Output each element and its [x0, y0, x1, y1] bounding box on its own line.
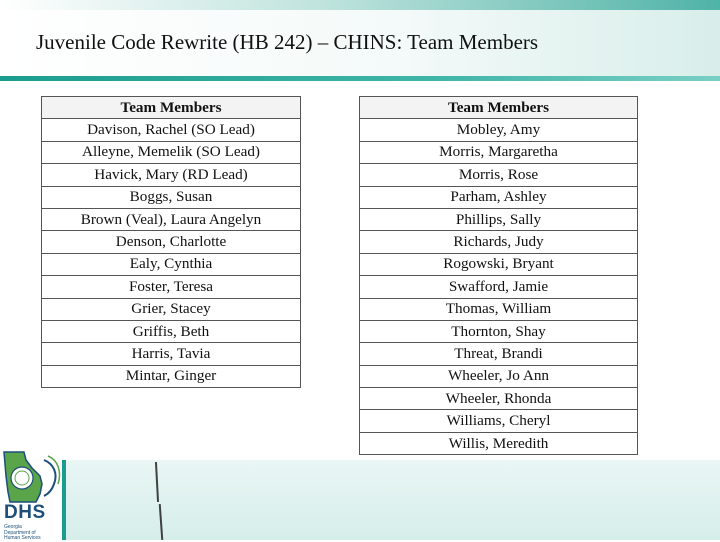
team-members-table-right [359, 96, 638, 455]
table-row [42, 253, 301, 275]
team-member-name: Brown (Veal), Laura Angelyn [42, 208, 301, 230]
team-member-name: Richards, Judy [360, 231, 638, 253]
team-member-name: Alleyne, Memelik (SO Lead) [42, 141, 301, 163]
table-row [42, 276, 301, 298]
team-member-name: Thomas, William [360, 298, 638, 320]
table-row [360, 320, 638, 342]
team-member-name: Wheeler, Rhonda [360, 388, 638, 410]
team-member-name: Thornton, Shay [360, 320, 638, 342]
team-member-name: Harris, Tavia [42, 343, 301, 365]
table-header: Team Members [360, 97, 638, 119]
team-member-name: Foster, Teresa [42, 276, 301, 298]
table-row [360, 231, 638, 253]
table-row [42, 298, 301, 320]
team-member-name: Grier, Stacey [42, 298, 301, 320]
table-row [360, 388, 638, 410]
table-row [42, 231, 301, 253]
team-member-name: Threat, Brandi [360, 343, 638, 365]
table-row [360, 164, 638, 186]
table-row [360, 119, 638, 141]
team-member-name: Morris, Rose [360, 164, 638, 186]
team-member-name: Morris, Margaretha [360, 141, 638, 163]
table-row [360, 343, 638, 365]
table-row [360, 432, 638, 454]
team-member-name: Ealy, Cynthia [42, 253, 301, 275]
table-row [42, 119, 301, 141]
table-row [360, 410, 638, 432]
title-accent-gradient [0, 0, 720, 10]
team-member-name: Wheeler, Jo Ann [360, 365, 638, 387]
slide-title: Juvenile Code Rewrite (HB 242) – CHINS: Team Members [36, 30, 539, 54]
team-member-name: Davison, Rachel (SO Lead) [42, 119, 301, 141]
footer-accent-stripe [62, 460, 66, 540]
title-underline [0, 76, 720, 81]
team-member-name: Williams, Cheryl [360, 410, 638, 432]
table-row [360, 276, 638, 298]
team-member-name: Mintar, Ginger [42, 365, 301, 387]
team-member-name: Griffis, Beth [42, 320, 301, 342]
dhs-logo-text: DHS [4, 502, 46, 523]
team-member-name: Phillips, Sally [360, 208, 638, 230]
team-member-name: Denson, Charlotte [42, 231, 301, 253]
dhs-logo-subtitle: Georgia Department of Human Services [4, 524, 41, 541]
team-member-name: Parham, Ashley [360, 186, 638, 208]
table-row [360, 208, 638, 230]
team-member-name: Willis, Meredith [360, 432, 638, 454]
table-row [360, 186, 638, 208]
team-member-name: Havick, Mary (RD Lead) [42, 164, 301, 186]
table-row [360, 298, 638, 320]
table-header: Team Members [42, 97, 301, 119]
table-row [42, 365, 301, 387]
table-row [42, 164, 301, 186]
table-row [360, 141, 638, 163]
team-member-name: Boggs, Susan [42, 186, 301, 208]
table-row [42, 320, 301, 342]
table-row [42, 141, 301, 163]
georgia-state-map-icon [0, 446, 62, 506]
footer-band [60, 460, 720, 540]
team-member-name: Mobley, Amy [360, 119, 638, 141]
team-members-table-left [41, 96, 301, 388]
team-member-name: Rogowski, Bryant [360, 253, 638, 275]
team-member-name: Swafford, Jamie [360, 276, 638, 298]
table-row [42, 186, 301, 208]
table-row [360, 365, 638, 387]
table-row [42, 343, 301, 365]
table-row [42, 208, 301, 230]
table-row [360, 253, 638, 275]
